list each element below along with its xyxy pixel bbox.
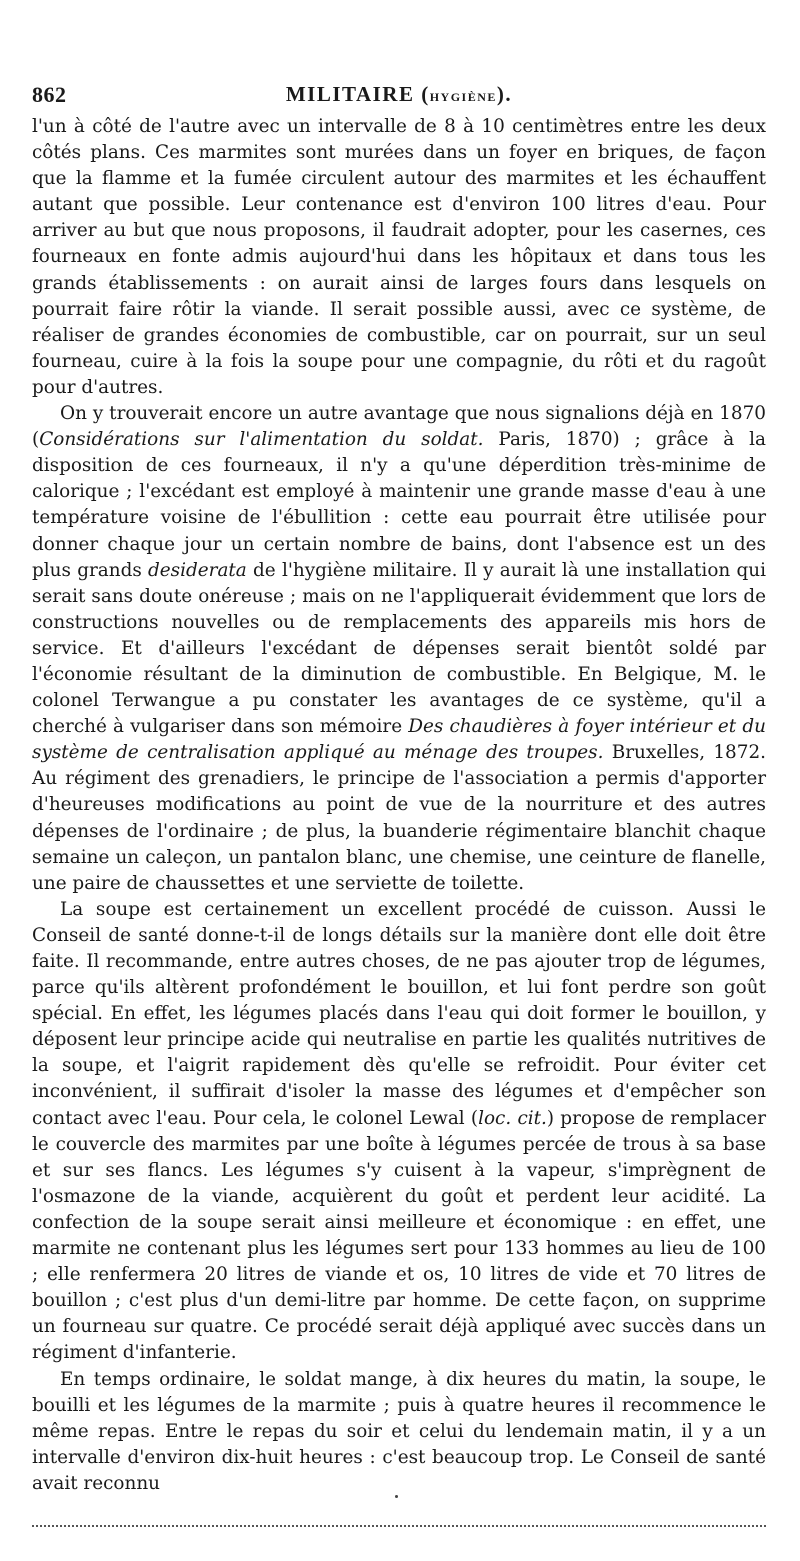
text-run: l'un à côté de l'autre avec un intervalle de 8 à 10 centimètres entre les deux côtés plans. Ces marmites sont murées dans un foyer en briques, de façon que la flamme et la fumée circulent autour des marmites et les échauffent autant que possible. Leur contenance est d'environ 100 litres d'eau. Pour arriver au but que nous proposons, il faudrait adopter, pour les casernes, ces fourneaux en fonte admis aujourd'hui dans les hôpitaux et dans tous les grands établissements : on aurait ainsi de larges fours dans lesquels on pourrait faire rôtir la viande. Il serait possible aussi, avec ce système, de réaliser de grandes économies de combustible, car on pourrait, sur un seul fourneau, cuire à la fois la soupe pour une compagnie, du rôti et du ragoût pour d'autres.: [32, 116, 766, 398]
running-head-title: MILITAIRE: [285, 82, 415, 106]
italic-text: Considérations sur l'alimentation du soldat.: [39, 429, 484, 451]
paragraph-2: [32, 401, 766, 897]
page-header: [32, 78, 766, 114]
italic-text: Des chaudières à foyer intérieur et du système de centralisation appliqué au ménage des troupes.: [32, 716, 766, 764]
text-run: ) propose de remplacer le couvercle des marmites par une boîte à légumes percée de trous à sa base et sur ses flancs. Les légumes s'y cuisent à la vapeur, s'imprègnent de l'osmazone de la viande, acquièrent du goût et perdent leur acidité. La confection de la soupe serait ainsi meilleure et économique : en effet, une marmite ne contenant plus les légumes sert pour 133 hommes au lieu de 100 ; elle renfermera 20 litres de viande et os, 10 litres de vide et 70 litres de bouillon ; c'est plus d'un demi-litre par homme. De cette façon, on supprime un fourneau sur quatre. Ce procédé serait déjà appliqué avec succès dans un régiment d'infanterie.: [32, 1107, 766, 1364]
text-run: On y trouverait encore un autre avantage que nous signalions déjà en 1870 (: [32, 403, 766, 451]
text-run: En temps ordinaire, le soldat mange, à dix heures du matin, la soupe, le bouilli et les légumes de la marmite ; puis à quatre heures il recommence le même repas. Entre le repas du soir et celui du lendemain matin, il y a un intervalle d'environ dix-huit heures : c'est beaucoup trop. Le Conseil de santé avait reconnu: [32, 1368, 766, 1494]
italic-text: desiderata: [148, 559, 247, 581]
italic-text: loc. cit.: [478, 1107, 547, 1129]
paragraph-3: [32, 897, 766, 1367]
text-run: Paris, 1870) ; grâce à la disposition de ces fourneaux, il n'y a qu'une déperdition très-minime de calorique ; l'excédant est employé à maintenir une grande masse d'eau à une température voisine de l'ébullition : cette eau pourrait être utilisée pour donner chaque jour un certain nombre de bains, dont l'absence est un des plus grands: [32, 429, 766, 581]
text-run: Bruxelles, 1872. Au régiment des grenadiers, le principe de l'association a permis d'apporter d'heureuses modifications au point de vue de la nourriture et des autres dépenses de l'ordinaire ; de plus, la buanderie régimentaire blanchit chaque semaine un caleçon, un pantalon blanc, une chemise, une ceinture de flanelle, une paire de chaussettes et une serviette de toilette.: [32, 742, 766, 894]
page-number: 862: [32, 82, 67, 107]
running-head-open: (: [414, 82, 430, 106]
paragraph-4: [32, 1367, 766, 1497]
text-run: de l'hygiène militaire. Il y aurait là une installation qui serait sans doute onéreuse ; mais on ne l'appliquerait évidemment que lors de constructions nouvelles ou de remplacements des appareils mis hors de service. Et d'ailleurs l'excédant de dépenses serait bientôt soldé par l'économie résultant de la diminution de combustible. En Belgique, M. le colonel Terwangue a pu constater les avantages de ce système, qu'il a cherché à vulgariser dans son mémoire: [32, 559, 766, 738]
text-run: La soupe est certainement un excellent procédé de cuisson. Aussi le Conseil de santé donne-t-il de longs détails sur la manière dont elle doit être faite. Il recommande, entre autres choses, de ne pas ajouter trop de légumes, parce qu'ils altèrent profondément le bouillon, et lui font perdre son goût spécial. En effet, les légumes placés dans l'eau qui doit former le bouillon, y déposent leur principe acide qui neutralise en partie les qualités nutritives de la soupe, et l'aigrit rapidement dès qu'elle se refroidit. Pour éviter cet inconvénient, il suffirait d'isoler la masse des légumes et d'empêcher son contact avec l'eau. Pour cela, le colonel Lewal (: [32, 898, 766, 1129]
footer-rule: [32, 1525, 766, 1527]
running-head-subtitle: HYGIÈNE: [429, 90, 497, 104]
running-head: [32, 82, 766, 107]
body-text: [32, 114, 766, 1497]
book-page: [32, 78, 766, 1497]
paragraph-1: [32, 114, 766, 401]
print-speck: [395, 1495, 398, 1498]
running-head-close: ).: [496, 82, 513, 106]
